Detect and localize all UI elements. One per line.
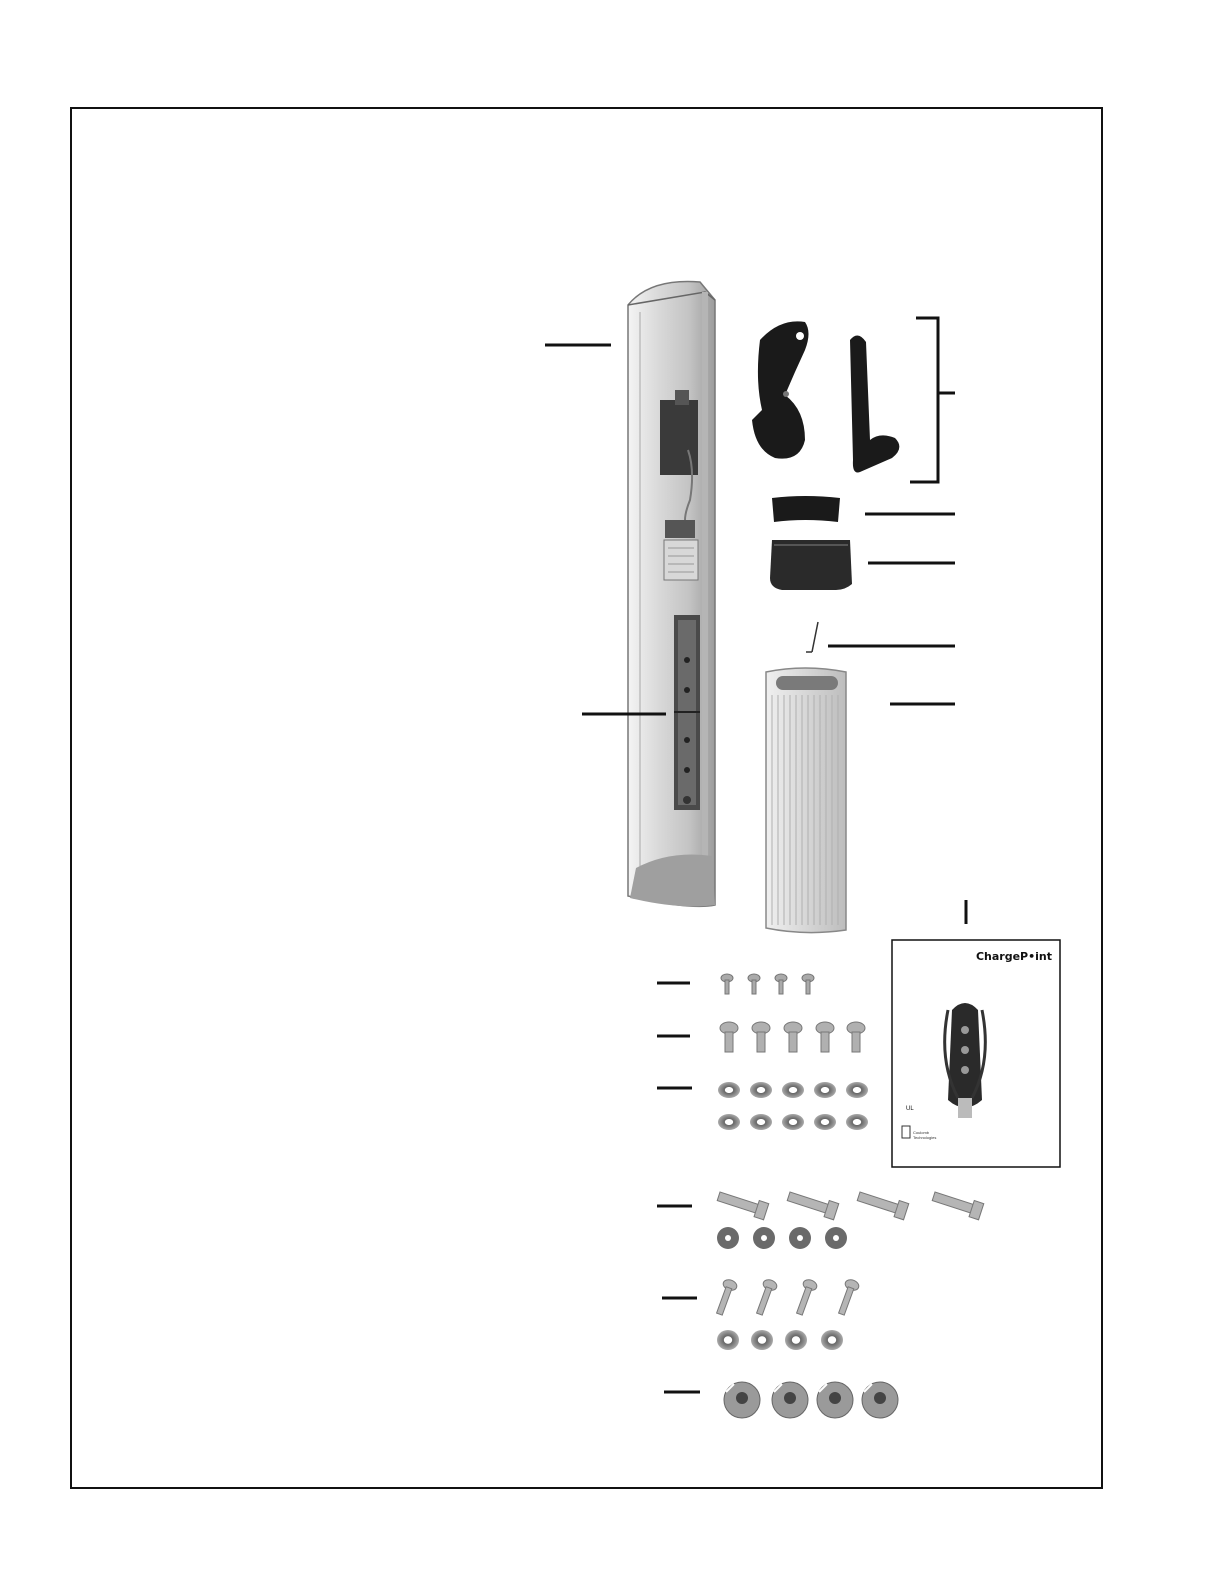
- manual-certification: UL: [906, 1106, 914, 1112]
- cable-hook: [850, 335, 899, 472]
- ribbed-cover-panel: [766, 668, 846, 933]
- allen-key: [806, 622, 818, 652]
- washers: [718, 1082, 868, 1130]
- lag-screws: [713, 1278, 860, 1317]
- lag-washers: [717, 1330, 843, 1350]
- button-head-screws: [720, 1022, 865, 1052]
- anchor-washers: [717, 1227, 847, 1249]
- bracket-holster-group: [910, 318, 938, 482]
- gasket-strip: [772, 496, 840, 522]
- anchor-bolts: [716, 1188, 984, 1220]
- cable-holster: [752, 321, 809, 458]
- installation-manual: [892, 940, 1060, 1167]
- cage-nuts: [724, 1382, 898, 1418]
- small-screws: [721, 974, 814, 994]
- manual-footer: Coulomb Technologies: [913, 1130, 937, 1140]
- manual-brand: ChargeP•int: [975, 950, 1052, 963]
- pedestal-body: [628, 281, 715, 906]
- top-cap: [770, 540, 852, 590]
